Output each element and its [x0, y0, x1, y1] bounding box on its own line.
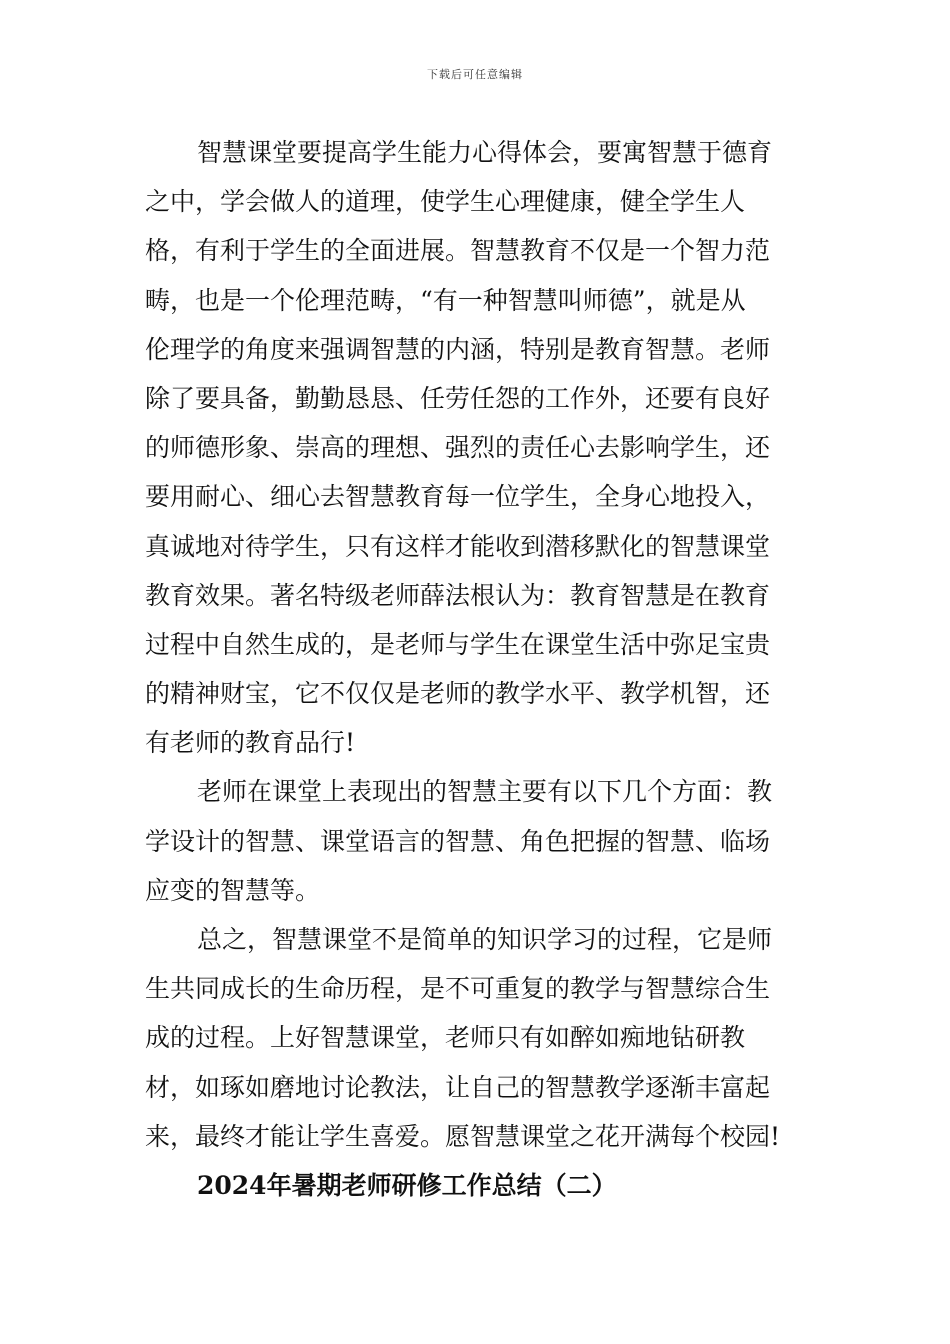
- paragraph-1-line-10: 教育效果。著名特级老师薛法根认为：教育智慧是在教育: [145, 580, 771, 610]
- paragraph-1-line-4: 畴，也是一个伦理范畴，“有一种智慧叫师德”，就是从: [145, 285, 746, 315]
- page-header: 下载后可任意编辑: [427, 68, 523, 81]
- paragraph-1-line-5: 伦理学的角度来强调智慧的内涵，特别是教育智慧。老师: [145, 334, 771, 364]
- paragraph-1-line-1: 智慧课堂要提高学生能力心得体会，要寓智慧于德育: [197, 138, 773, 167]
- paragraph-3-line-3: 成的过程。上好智慧课堂，老师只有如醉如痴地钻研教: [145, 1023, 746, 1053]
- paragraph-1-line-12: 的精神财宝，它不仅仅是老师的教学水平、教学机智，还: [145, 679, 771, 709]
- paragraph-2-line-2: 学设计的智慧、课堂语言的智慧、角色把握的智慧、临场: [145, 826, 771, 856]
- paragraph-3-line-4: 材，如琢如磨地讨论教法，让自己的智慧教学逐渐丰富起: [145, 1072, 771, 1102]
- paragraph-3-line-2: 生共同成长的生命历程，是不可重复的教学与智慧综合生: [145, 974, 771, 1004]
- paragraph-3-line-5: 来，最终才能让学生喜爱。愿智慧课堂之花开满每个校园!: [145, 1121, 781, 1151]
- paragraph-2-line-3: 应变的智慧等。: [145, 875, 321, 905]
- paragraph-1-line-3: 格，有利于学生的全面进展。智慧教育不仅是一个智力范: [145, 236, 771, 266]
- document-body: [145, 128, 805, 1210]
- paragraph-1-line-13: 有老师的教育品行!: [145, 728, 356, 758]
- paragraph-1-line-8: 要用耐心、细心去智慧教育每一位学生，全身心地投入，: [145, 482, 771, 512]
- paragraph-2-line-1: 老师在课堂上表现出的智慧主要有以下几个方面：教: [197, 777, 773, 807]
- paragraph-1-line-7: 的师德形象、崇高的理想、强烈的责任心去影响学生，还: [145, 433, 771, 463]
- paragraph-1-line-9: 真诚地对待学生，只有这样才能收到潜移默化的智慧课堂: [145, 531, 771, 561]
- paragraph-1-line-6: 除了要具备，勤勤恳恳、任劳任怨的工作外，还要有良好: [145, 383, 771, 413]
- section-heading: 2024年暑期老师研修工作总结（二）: [197, 1170, 617, 1200]
- paragraph-3-line-1: 总之，智慧课堂不是简单的知识学习的过程，它是师: [197, 925, 773, 954]
- paragraph-1-line-11: 过程中自然生成的，是老师与学生在课堂生活中弥足宝贵: [145, 629, 771, 659]
- paragraph-1-line-2: 之中，学会做人的道理，使学生心理健康，健全学生人: [145, 187, 746, 217]
